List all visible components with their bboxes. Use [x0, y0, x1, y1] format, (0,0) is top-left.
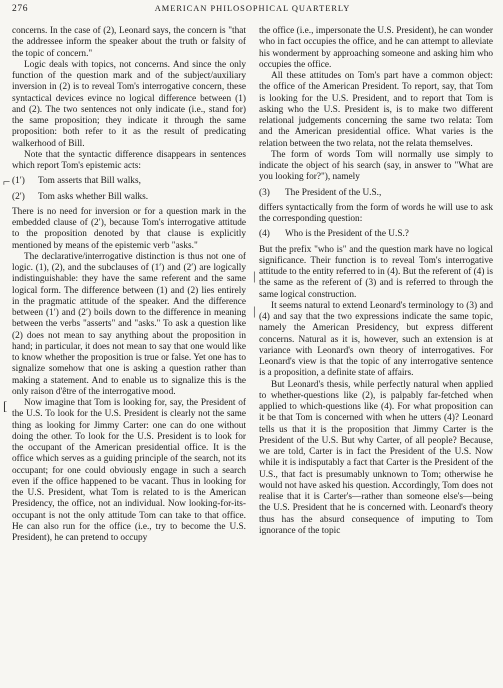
body-paragraph: But the prefix "who is" and the question mark have no logical significance. Their function is to reveal Tom's interrogative attitude to the entity referred to in (4). But the referent of (4) is the same as the referent of (3) and is referred to through the same logical construction. — [259, 244, 493, 300]
example-label: (4) — [259, 229, 270, 240]
body-paragraph: There is no need for inversion or for a question mark in the embedded clause of (2′), because Tom's interrogative attitude to the proposition denoted by that clause is explicitly mentioned by means of the epistemic verb "asks." — [12, 206, 246, 251]
running-header — [12, 4, 493, 20]
body-paragraph: Now imagine that Tom is looking for, say, the President of the U.S. To look for the U.S. President is clearly not the same thing as looking for Jimmy Carter: one can do one without doing the other. To look for the U.S. President is to look for the occupant of the American presidential office. It is the office which serves as a guiding principle of the search, not its occupant; for one could obviously engage in such a search even if the office happened to be vacant. Thus in looking for the U.S. President, what Tom is related to is the American Presidency, the office, not an individual. Now looking-for-its-occupant is not the only attitude Tom can take to that office. He can also run for the office (i.e., try to become the U.S. President), he can pretend to occupy — [12, 398, 246, 543]
body-paragraph: concerns. In the case of (2), Leonard says, the concern is "that the addressee inform the speaker about the truth or falsity of the topic of concern." — [12, 26, 246, 59]
body-paragraph: The form of words Tom will normally use simply to indicate the object of his search (say, in answer to "What are you looking for?"), namely — [259, 149, 493, 183]
example-text: The President of the U.S., — [285, 187, 382, 198]
body-paragraph: But Leonard's thesis, while perfectly natural when applied to whether-questions like (2), is palpably far-fetched when applied to which-questions like (4). For what proposition can it be that Tom is concerned with when he utters (4)? Leonard tells us that it is the proposition that Jimmy Carter is the President of the U.S. But why Carter, of all people? Because, we are told, Carter is in fact the President of the U.S. Now while it is indisputably a fact that Carter is the President of the U.S., that fact is presumably unknown to Tom; otherwise he would not have asked his question. Accordingly, Tom does not realise that it is Carter's—rather than someone else's—being the U.S. President that he is concerned with. Leonard's theory thus has the absurd consequence of imputing to Tom ignorance of the topic — [259, 379, 493, 536]
body-paragraph: Logic deals with topics, not concerns. And since the only function of the question mark and of the subject/auxiliary inversion in (2) is to reveal Tom's interrogative concern, these syntactical devices evince no logical difference between (1) and (2). The two sentences not only indicate (i.e., stand for) the same proposition; they indicate it through the same proposition: both refer to it as the result of predicating walkerhood of Bill. — [12, 59, 246, 149]
body-paragraph: All these attitudes on Tom's part have a common object: the office of the American President. To report, say, that Tom is looking for the U.S. President, and to report that Tom is asking who the U.S. President is, is to make two different relational judgements concerning the same two relata: Tom and the American presidential office. What varies is the relation between the two relata, not the relata themselves. — [259, 71, 493, 149]
numbered-example — [12, 176, 246, 187]
numbered-example — [12, 192, 246, 203]
text-columns — [12, 26, 493, 681]
example-label: (3) — [259, 187, 270, 198]
left-column — [12, 26, 246, 681]
example-label: (2′) — [12, 191, 25, 202]
body-paragraph: Note that the syntactic difference disappears in sentences which report Tom's epistemic acts: — [12, 149, 246, 171]
margin-bar-mark: | — [253, 303, 256, 318]
example-text: Who is the President of the U.S.? — [285, 229, 409, 240]
margin-bracket-mark: [ — [3, 398, 8, 413]
example-text: Tom asks whether Bill walks. — [38, 191, 149, 202]
margin-bracket-mark: ⌐ — [3, 174, 11, 189]
body-paragraph: the office (i.e., impersonate the U.S. President), he can wonder who in fact occupies the office, and he can attempt to alleviate his wonderment by approaching someone and asking him who occupies the office. — [259, 26, 493, 70]
example-label: (1′) — [12, 176, 25, 187]
numbered-example — [259, 188, 493, 199]
body-paragraph: The declarative/interrogative distinction is thus not one of logic. (1), (2), and the subclauses of (1′) and (2′) are logically indistinguishable: they have the same referent and the same logical form. The difference between (1) and (2) lies entirely in the pragmatic attitude of the speaker. And the difference between (1′) and (2′) boils down to the difference in meaning between the verbs "asserts" and "asks." To ask a question like (2) does not mean to say anything about the proposition in hand; in particular, it does not mean to say that one would like to know whether the proposition is true or false. Yet one has to signalize somehow that one is asking a question rather than making a statement. And to enable us to signalize this is the only raison d'être of the interrogative mood. — [12, 251, 246, 397]
body-paragraph: differs syntactically from the form of words he will use to ask the corresponding question: — [259, 202, 493, 224]
body-paragraph: It seems natural to extend Leonard's terminology to (3) and (4) and say that the two expressions indicate the same topic, namely the American Presidency, but express different concerns. Natural as it is, however, such an extension is at variance with Leonard's own theory of interrogatives. For Leonard's view is that the topic of any interrogative sentence is a proposition, a definite state of affairs. — [259, 300, 493, 379]
right-column — [259, 26, 493, 681]
margin-bar-mark: | — [253, 268, 256, 283]
numbered-example — [259, 229, 493, 240]
journal-title: AMERICAN PHILOSOPHICAL QUARTERLY — [154, 4, 351, 13]
example-text: Tom asserts that Bill walks, — [38, 176, 141, 187]
page-number: 276 — [12, 4, 29, 14]
